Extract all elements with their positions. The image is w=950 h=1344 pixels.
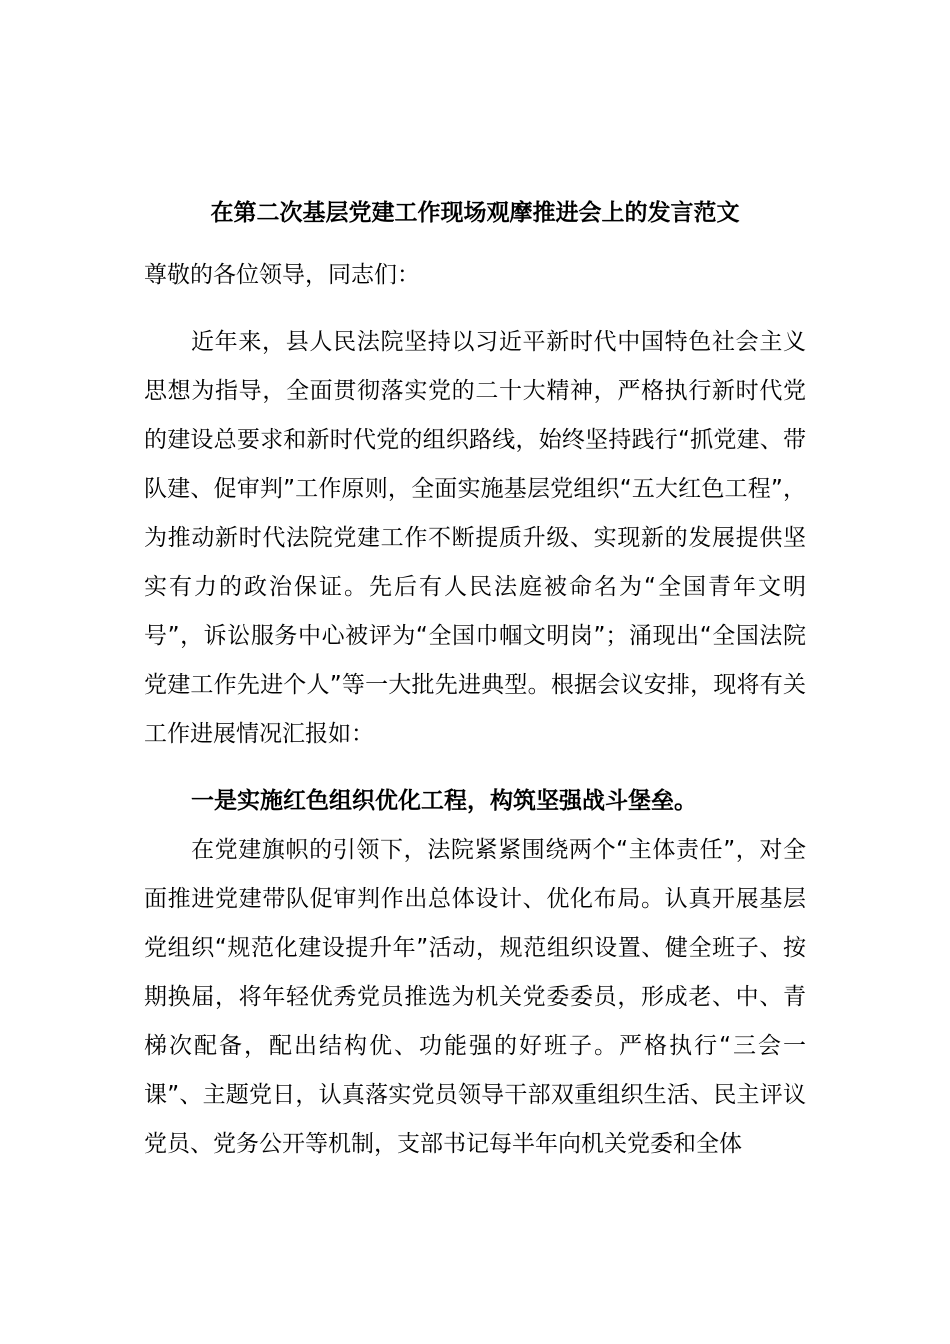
paragraph-section-1: 在党建旗帜的引领下，法院紧紧围绕两个“主体责任”，对全面推进党建带队促审判作出总体设计、优化布局。认真开展基层党组织“规范化建设提升年”活动，规范组织设置、健全班子、按期换届，将年轻优秀党员推选为机关党委委员，形成老、中、青梯次配备，配出结构优、功能强的好班子。严格执行“三会一课”、主题党日，认真落实党员领导干部双重组织生活、民主评议党员、党务公开等机制，支部书记每半年向机关党委和全体 xyxy=(144,837,806,1157)
document-title: 在第二次基层党建工作现场观摩推进会上的发言范文 xyxy=(210,200,740,226)
paragraph-intro: 近年来，县人民法院坚持以习近平新时代中国特色社会主义思想为指导，全面贯彻落实党的二十大精神，严格执行新时代党的建设总要求和新时代党的组织路线，始终坚持践行“抓党建、带队建、促审判”工作原则，全面实施基层党组织“五大红色工程”，为推动新时代法院党建工作不断提质升级、实现新的发展提供坚实有力的政治保证。先后有人民法庭被命名为“全国青年文明号”，诉讼服务中心被评为“全国巾帼文明岗”；涌现出“全国法院党建工作先进个人”等一大批先进典型。根据会议安排，现将有关工作进展情况汇报如： xyxy=(144,329,806,747)
section-heading: 一是实施红色组织优化工程，构筑坚强战斗堡垒。 xyxy=(191,788,697,814)
greeting: 尊敬的各位领导，同志们： xyxy=(144,262,420,288)
